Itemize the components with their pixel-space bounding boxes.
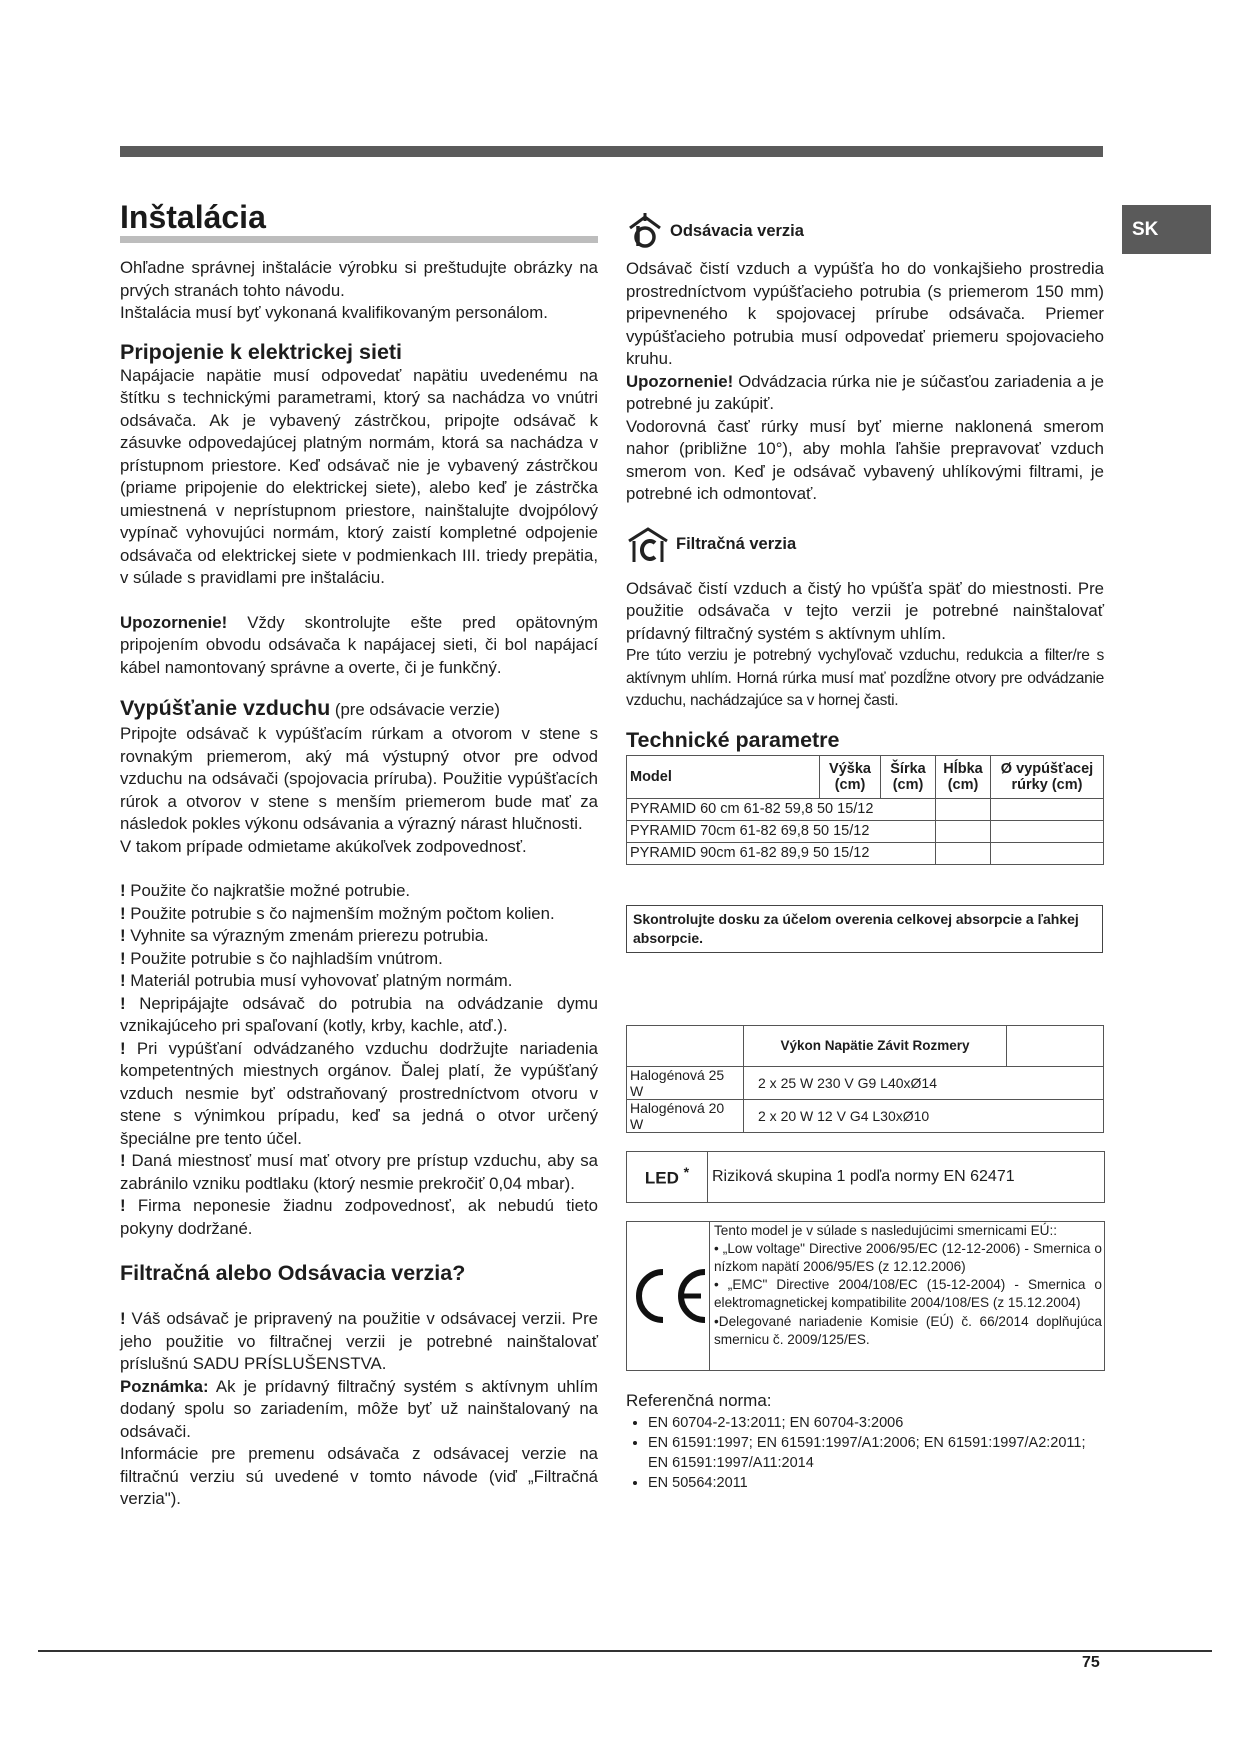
- exhaust-text-2: Vodorovná časť rúrky musí byť mierne naklonená smerom nahor (približne 10°), aby mohla ľahšie prepravovať vzduch smerom von. Keď je odsávač vybavený uhlíkovými filtrami, je potrebné ich odmontovať.: [626, 416, 1104, 503]
- top-rule: [120, 146, 1103, 157]
- table-row: Halogénová 25 W 2 x 25 W 230 V G9 L40xØ14: [627, 1066, 1104, 1099]
- led-label-cell: LED *: [644, 1164, 690, 1188]
- filter-version-text-2: Pre túto verziu je potrebný vychyľovač vzduchu, redukcia a filter/re s aktívnym uhlím. Horná rúrka musí mať pozdĺžne otvory pre odvádzanie vzduchu, nachádzajúce sa v hornej časti.: [626, 647, 1104, 709]
- bullet-item: ! Použite čo najkratšie možné potrubie.: [120, 881, 411, 900]
- right-column: [626, 210, 1104, 1493]
- ref-heading: Referenčná norma:: [626, 1390, 772, 1410]
- table-row: PYRAMID 60 cm 61-82 59,8 50 15/12: [627, 798, 1104, 820]
- col-width: Šírka (cm): [881, 755, 936, 798]
- filter-version-icon: [626, 525, 670, 565]
- ce-mark: [627, 1222, 709, 1370]
- venting-heading: [120, 695, 598, 723]
- ce-box: [626, 1221, 1105, 1371]
- table-row: PYRAMID 70cm 61-82 69,8 50 15/12: [627, 820, 1104, 842]
- exhaust-warning: Upozornenie! Odvádzacia rúrka nie je súčasťou zariadenia a je potrebné ju zakúpiť.: [626, 371, 1104, 413]
- col-duct: Ø vypúšťacej rúrky (cm): [991, 755, 1104, 798]
- led-risk-text: Riziková skupina 1 podľa normy EN 62471: [707, 1152, 1015, 1202]
- bullet-item: ! Použite potrubie s čo najhladším vnútrom.: [120, 948, 443, 968]
- warning-text: Vždy skontrolujte ešte pred opätovným pripojením obvodu odsávača k napájacej sieti, či bol napájací kábel namontovaný správne a overte, či je funkčný.: [120, 612, 598, 677]
- ce-mark-icon: [627, 1266, 709, 1326]
- ce-text: Tento model je v súlade s nasledujúcimi smernicami EÚ:: • „Low voltage" Directive 2006/95/EC (12-12-2006) - Smernica o nízkom napätí 2006/95/ES (z 12.12.2006) • „EMC" Directive 2004/108/EC (15-12-2004) - Smernica o elektromagnetickej kompatibilite 2004/108/ES (z 15.12.2004) •Delegované nariadenie Komisie (EÚ) č. 66/2014 doplňujúca smernicu č. 2009/125/ES.: [709, 1222, 1104, 1370]
- bullet-item: ! Firma neponesie žiadnu zodpovednosť, ak nebudú tieto pokyny dodržané.: [120, 1196, 598, 1238]
- tech-header-row: [627, 755, 1104, 798]
- intro-text: Ohľadne správnej inštalácie výrobku si preštudujte obrázky na prvých stranách tohto návodu.: [120, 258, 598, 300]
- bullet-item: ! Použite potrubie s čo najmenším možným počtom kolien.: [120, 903, 555, 923]
- exhaust-text: Odsávač čistí vzduch a vypúšťa ho do vonkajšieho prostredia prostredníctvom vypúšťacieho potrubia (s priemerom 150 mm) pripevneného k spojovacej prírube odsávača. Priemer vypúšťacieho potrubia musí odpovedať priemeru spojovacieho kruhu.: [626, 259, 1104, 368]
- bullet-item: ! Daná miestnosť musí mať otvory pre prístup vzduchu, aby sa zabránilo vzniku podtlaku (ktorý nesmie prekročiť 0,04 mbar).: [120, 1151, 598, 1193]
- absorption-note: Skontrolujte dosku za účelom overenia celkovej absorpcie a ľahkej absorpcie.: [626, 905, 1103, 953]
- bullet-item: ! Nepripájajte odsávač do potrubia na odvádzanie dymu vznikajúceho pri spaľovaní (kotly, krby, kachle, atď.).: [120, 993, 598, 1035]
- list-item: • EN 60704-2-13:2011; EN 60704-3:2006: [648, 1413, 1104, 1433]
- table-row: Halogénová 20 W 2 x 20 W 12 V G4 L30xØ10: [627, 1099, 1104, 1132]
- venting-text-2: V takom prípade odmietame akúkoľvek zodpovednosť.: [120, 836, 527, 856]
- bottom-rule: [38, 1650, 1212, 1652]
- page-title: Inštalácia: [120, 199, 266, 235]
- venting-heading-main: Vypúšťanie vzduchu: [120, 696, 331, 720]
- electric-warning: [120, 612, 598, 680]
- led-box: [626, 1151, 1105, 1203]
- language-badge: SK: [1122, 205, 1211, 254]
- filter-version-text: Odsávač čistí vzduch a čistý ho vpúšťa späť do miestnosti. Pre použitie odsávača v tejto verzii je potrebné nainštalovať prídavný filtračný systém s aktívnym uhlím.: [626, 578, 1104, 643]
- table-row: PYRAMID 90cm 61-82 89,9 50 15/12: [627, 842, 1104, 864]
- left-column: [120, 198, 598, 1511]
- warning-label: Upozornenie!: [120, 612, 228, 632]
- list-item: • EN 50564:2011: [648, 1473, 1104, 1493]
- col-model: Model: [627, 755, 820, 798]
- filter-heading-row: [626, 524, 1104, 566]
- tech-table: [626, 755, 1104, 865]
- filter-heading: Filtračná verzia: [676, 535, 797, 553]
- electric-heading: Pripojenie k elektrickej sieti: [120, 339, 403, 364]
- list-item: • EN 61591:1997; EN 61591:1997/A1:2006; EN 61591:1997/A2:2011; EN 61591:1997/A11:2014: [648, 1433, 1104, 1473]
- title-underline: [120, 236, 598, 243]
- bullet-item: ! Materiál potrubia musí vyhovovať platným normám.: [120, 971, 513, 990]
- page-number: 75: [1082, 1654, 1100, 1671]
- lamp-table: [626, 1025, 1104, 1133]
- exhaust-heading-row: [626, 210, 1104, 252]
- exhaust-version-icon: [626, 212, 664, 250]
- bullet-item: ! Pri vypúšťaní odvádzaného vzduchu dodržujte nariadenia kompetentných miestnych orgánov. Ďalej platí, že vypúšťaný vzduch nesmie byť odstraňovaný prostredníctvom otvoru v stene s výnimkou prípadu, keď sa jedná o otvor určený špeciálne pre tento účel.: [120, 1038, 598, 1148]
- filter-or-exhaust-heading: Filtračná alebo Odsávacia verzia?: [120, 1261, 466, 1285]
- electric-text: Napájacie napätie musí odpovedať napätiu uvedenému na štítku s technickými parametrami, ktorý sa nachádza vo vnútri odsávača. Ak je vybavený zástrčkou, pripojte odsávač k zásuvke odpovedajúcej platným normám, ktorá sa nachádza v prístupnom priestore. Keď odsávač nie je vybavený zástrčkou (priame pripojenie do elektrickej siete), alebo keď je zástrčka umiestnená v neprístupnom priestore, nainštalujte dvojpólový vypínač vyhovujúci normám, ktorý zaistí kompletné odpojenie odsávača od elektrickej siete v podmienkach III. triedy prepätia, v súlade s pravidlami pre inštaláciu.: [120, 365, 598, 587]
- bullet-item: ! Vyhnite sa výrazným zmenám prierezu potrubia.: [120, 926, 489, 945]
- conversion-info: Informácie pre premenu odsávača z odsávacej verzie na filtračnú verziu sú uvedené v tomto návode (viď „Filtračná verzia").: [120, 1444, 598, 1508]
- venting-text: Pripojte odsávač k vypúšťacím rúrkam a otvorom v stene s rovnakým priemerom, aký má výstupný otvor pre odvod vzduchu na odsávači (spojovacia príruba). Použitie vypúšťacích rúrok a otvorov v stene s menším priemerom bude mať za následok pokles výkonu odsávania a výrazný nárast hlučnosti.: [120, 724, 598, 833]
- note-text: Poznámka: Ak je prídavný filtračný systém s aktívnym uhlím dodaný spolu so zariadením, môže byť už nainštalovaný na odsávači.: [120, 1376, 598, 1441]
- lamp-header: Výkon Napätie Závit Rozmery: [744, 1025, 1007, 1066]
- intro-text-2: Inštalácia musí byť vykonaná kvalifikovaným personálom.: [120, 303, 548, 322]
- col-height: Výška (cm): [820, 755, 881, 798]
- col-depth: Hĺbka (cm): [936, 755, 991, 798]
- note-label: Poznámka:: [120, 1376, 209, 1396]
- filter-text: ! Váš odsávač je pripravený na použitie v odsávacej verzii. Pre jeho použitie vo filtračnej verzii je potrebné nainštalovať príslušnú SADU PRÍSLUŠENSTVA.: [120, 1309, 598, 1373]
- ref-list: [626, 1413, 1104, 1493]
- venting-heading-note: (pre odsávacie verzie): [330, 700, 500, 719]
- exhaust-heading: Odsávacia verzia: [670, 221, 804, 240]
- tech-heading: Technické parametre: [626, 727, 840, 752]
